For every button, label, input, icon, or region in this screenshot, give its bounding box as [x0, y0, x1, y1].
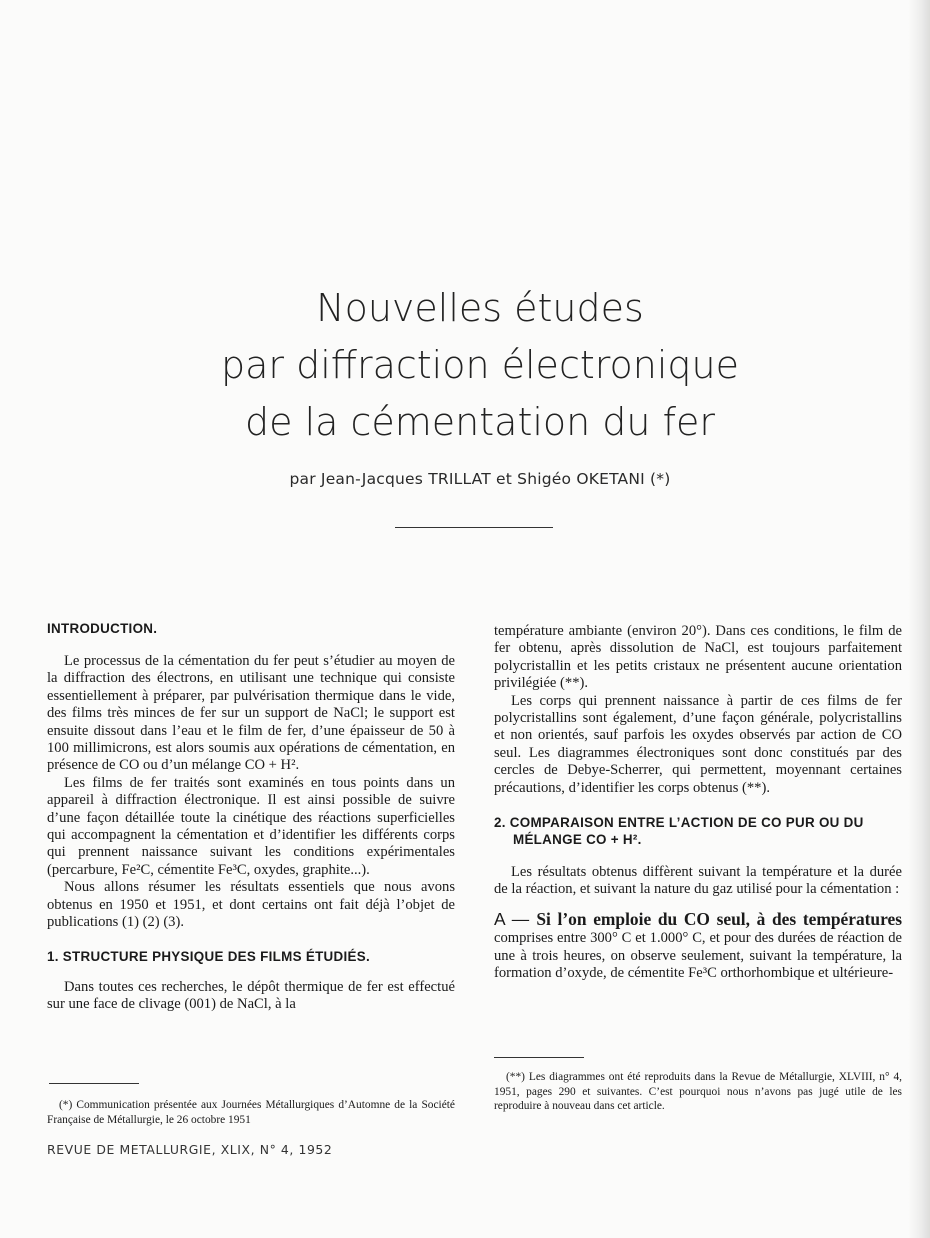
- footnote-rule: [49, 1083, 139, 1084]
- continued-paragraph: température ambiante (environ 20°). Dans ces conditions, le film de fer obtenu, après dissolution de NaCl, est toujours parfaitement polycristallin et les petits cristaux ne présentent aucune orientation privilégiée (**).: [494, 623, 902, 692]
- footnote-left: [47, 1083, 455, 1127]
- footnote-right-text: (**) Les diagrammes ont été reproduits dans la Revue de Métallurgie, XLVIII, n° 4, 1951, pages 290 et suivantes. C’est pourquoi nous n’avons pas jugé utile de les reproduire à nouveau dans cet article.: [494, 1071, 902, 1112]
- right-paragraph-2: Les corps qui prennent naissance à partir de ces films de fer polycristallins sont également, d’une façon générale, polycristallins et non orientés, sauf parfois les oxydes observés par action de CO seul. Les diagrammes électroniques sont donc constitués par des cercles de Debye-Scherrer, qui permettent, moyennant certaines précautions, d’identifier les corps obtenus (**).: [494, 692, 902, 796]
- footnote-right: [494, 1057, 902, 1114]
- title-line-1: Nouvelles études: [316, 286, 644, 330]
- intro-paragraph-2: Les films de fer traités sont examinés en tous points dans un appareil à diffraction électronique. Il est ainsi possible de suivre d’une façon détaillée toute la cinétique des réactions superficielles qui accompagnent la cémentation et d’identifier les différents corps qui prennent naissance suivant les conditions expérimentales (percarbure, Fe²C, cémentite Fe³C, oxydes, graphite...).: [47, 774, 455, 878]
- footnote-rule: [494, 1057, 584, 1058]
- section-1-paragraph-1: Dans toutes ces recherches, le dépôt thermique de fer est effectué sur une face de clivage (001) de NaCl, à la: [47, 978, 455, 1012]
- footnote-left-text: (*) Communication présentée aux Journées Métallurgiques d’Automne de la Société Française de Métallurgie, le 26 octobre 1951: [47, 1099, 455, 1126]
- title-line-2: par diffraction électronique: [220, 343, 739, 387]
- journal-citation: REVUE DE METALLURGIE, XLIX, N° 4, 1952: [47, 1142, 333, 1157]
- title-line-3: de la cémentation du fer: [245, 400, 715, 444]
- case-a-label: A —: [494, 908, 537, 929]
- section-2-case-a: [494, 908, 902, 983]
- byline: par Jean-Jacques TRILLAT et Shigéo OKETANI (*): [289, 470, 671, 488]
- article-title: [150, 280, 810, 451]
- section-1-heading: 1. STRUCTURE PHYSIQUE DES FILMS ÉTUDIÉS.: [47, 948, 370, 964]
- case-a-rest: comprises entre 300° C et 1.000° C, et pour des durées de réaction de une à trois heures, on observe seulement, suivant la température, la formation d’oxyde, de cémentite Fe³C orthorhombique et ultérieure-: [494, 930, 902, 982]
- page-edge-shadow: [908, 0, 930, 1238]
- case-a-bold: Si l’on emploie du CO seul, à des températures: [536, 908, 902, 929]
- right-column: [494, 623, 902, 983]
- section-2-heading: 2. COMPARAISON ENTRE L’ACTION DE CO PUR OU DU MÉLANGE CO + H².: [494, 815, 864, 848]
- intro-heading: INTRODUCTION.: [47, 621, 158, 636]
- intro-paragraph-3: Nous allons résumer les résultats essentiels que nous avons obtenus en 1950 et 1951, et dont certains ont fait déjà l’objet de publications (1) (2) (3).: [47, 879, 455, 931]
- left-column: [47, 620, 455, 1013]
- section-2-paragraph-1: Les résultats obtenus diffèrent suivant la température et la durée de la réaction, et suivant la nature du gaz utilisé pour la cémentation :: [494, 864, 902, 898]
- title-divider: [395, 527, 553, 528]
- intro-paragraph-1: Le processus de la cémentation du fer peut s’étudier au moyen de la diffraction des électrons, en utilisant une technique qui consiste essentiellement à préparer, par pulvérisation thermique dans le vide, des films très minces de fer sur un support de NaCl; le support est ensuite dissout dans l’eau et le film de fer, d’une épaisseur de 50 à 100 millimicrons, est alors soumis aux opérations de cémentation, en présence de CO ou d’un mélange CO + H².: [47, 653, 455, 774]
